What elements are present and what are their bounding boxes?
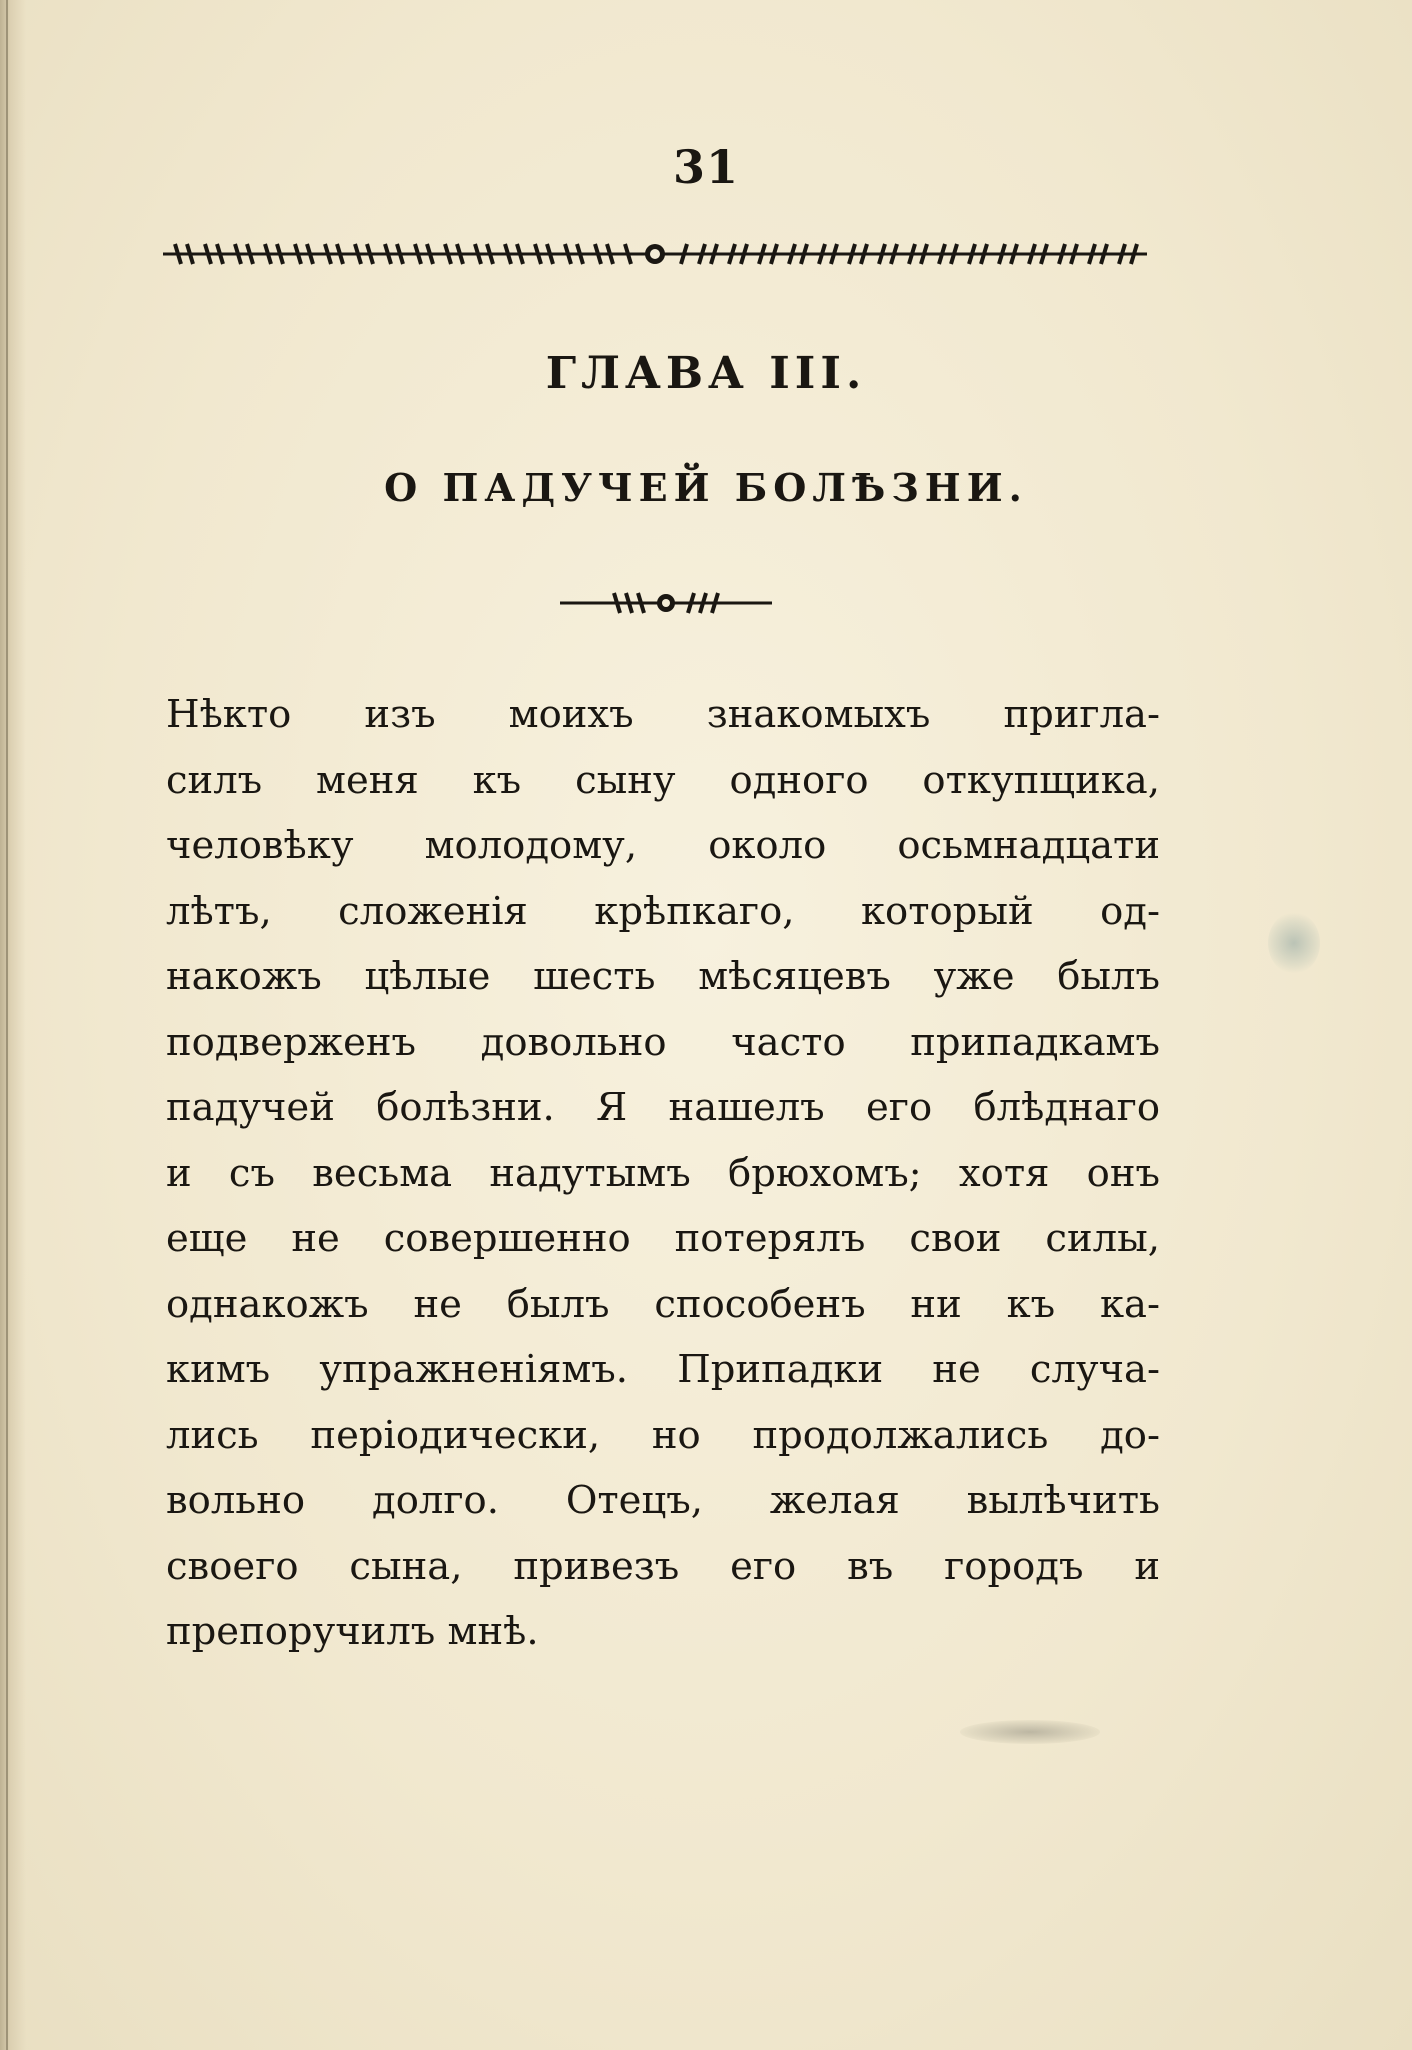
text-line: падучей болѣзни. Я нашелъ его блѣднаго [166,1085,1160,1130]
paper-stain [1268,912,1320,974]
text-line: кимъ упражненіямъ. Припадки не случа- [166,1347,1160,1392]
small-ornament [556,588,776,618]
paper-smudge [960,1720,1100,1744]
text-line: человѣку молодому, около осьмнадцати [166,823,1160,868]
text-line: и съ весьма надутымъ брюхомъ; хотя онъ [166,1150,1160,1196]
text-line: подверженъ довольно часто припадкамъ [166,1019,1160,1065]
chapter-title: ГЛАВА III. [545,348,867,399]
text-line: Нѣкто изъ моихъ знакомыхъ пригла- [166,692,1160,737]
chapter-subtitle: О ПАДУЧЕЙ БОЛѢЗНИ. [384,465,1028,510]
text-line: лись періодически, но продолжались до- [166,1412,1160,1458]
text-line: своего сына, привезъ его въ городъ и [166,1543,1160,1589]
ornamental-rule [155,238,1155,270]
page-number: 31 [672,140,739,194]
text-line: еще не совершенно потерялъ свои силы, [166,1216,1160,1261]
text-line: силъ меня къ сыну одного откупщика, [166,757,1160,803]
body-text [166,682,1160,1665]
spine-shadow [0,0,26,2050]
text-line: лѣтъ, сложенія крѣпкаго, который од- [166,888,1160,934]
text-line: вольно долго. Отецъ, желая вылѣчить [166,1478,1160,1523]
text-line: препоручилъ мнѣ. [166,1609,539,1654]
text-line: однакожъ не былъ способенъ ни къ ка- [166,1281,1160,1327]
spine-edge [6,0,8,2050]
text-line: накожъ цѣлые шесть мѣсяцевъ уже былъ [166,954,1160,999]
